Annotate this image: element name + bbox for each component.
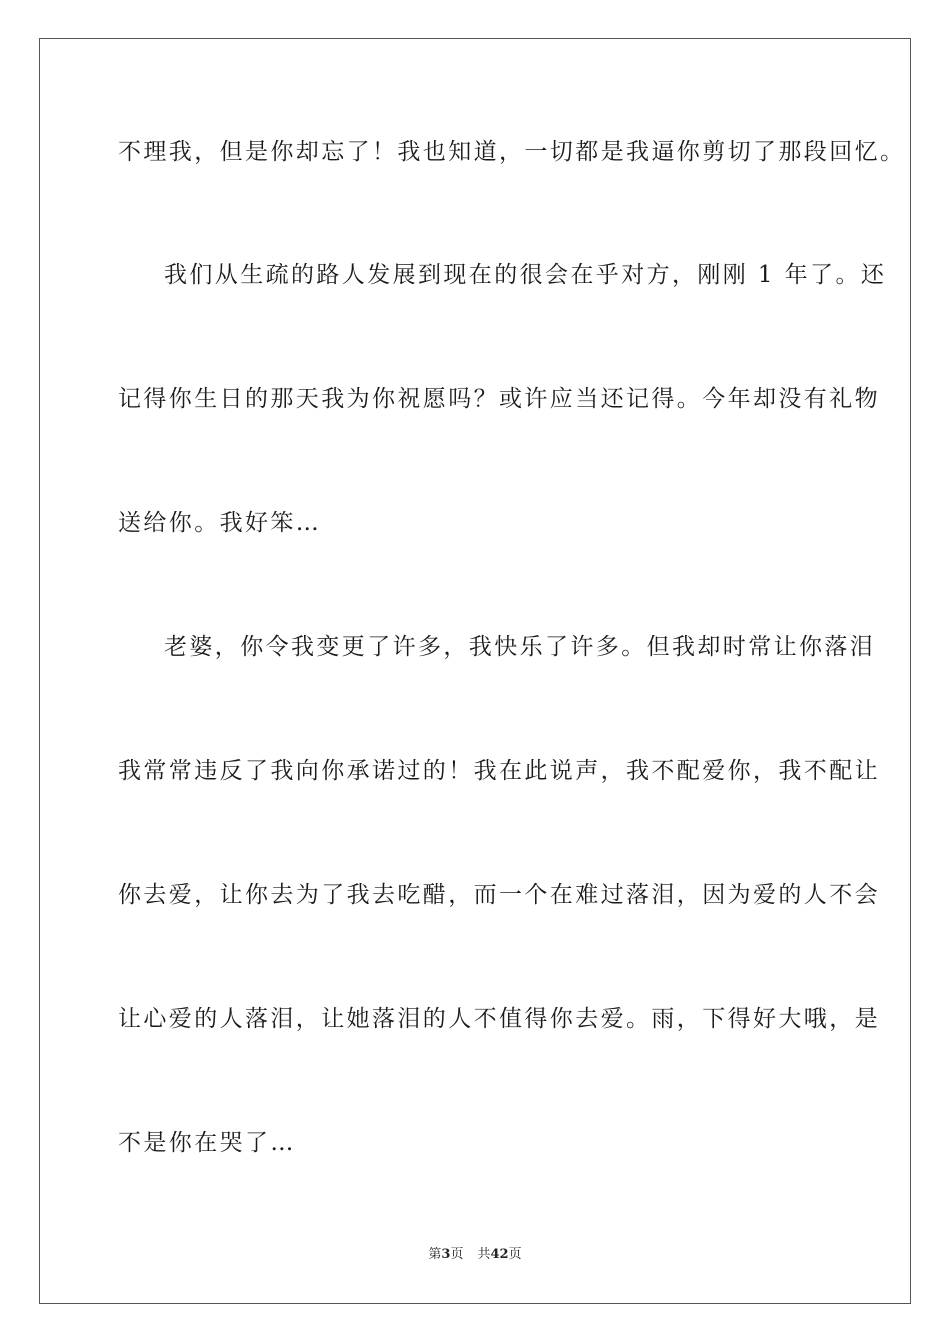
text-line-6: 我常常违反了我向你承诺过的！我在此说声，我不配爱你，我不配让 [118, 758, 880, 784]
text-line-9: 不是你在哭了… [118, 1130, 296, 1156]
page-prefix: 第 [428, 1247, 442, 1262]
text-line-2: 我们从生疏的路人发展到现在的很会在乎对方，刚刚 1 年了。还 [164, 262, 887, 288]
text-line-7: 你去爱，让你去为了我去吃醋，而一个在难过落泪，因为爱的人不会 [118, 882, 880, 908]
text-line-5: 老婆，你令我变更了许多，我快乐了许多。但我却时常让你落泪 [164, 634, 876, 660]
text-line-3: 记得你生日的那天我为你祝愿吗？或许应当还记得。今年却没有礼物 [118, 386, 880, 412]
text-line-4: 送给你。我好笨… [118, 510, 322, 536]
total-prefix: 共 [477, 1247, 491, 1262]
text-line-1: 不理我，但是你却忘了！我也知道，一切都是我逼你剪切了那段回忆。 [118, 139, 906, 165]
total-pages: 42 [490, 1247, 509, 1262]
total-suffix: 页 [508, 1247, 522, 1262]
page-footer [0, 1246, 950, 1264]
text-line-8: 让心爱的人落泪，让她落泪的人不值得你去爱。雨，下得好大哦，是 [118, 1006, 880, 1032]
page-number: 3 [441, 1247, 451, 1262]
page-border [39, 38, 911, 1304]
page-suffix: 页 [450, 1247, 464, 1262]
